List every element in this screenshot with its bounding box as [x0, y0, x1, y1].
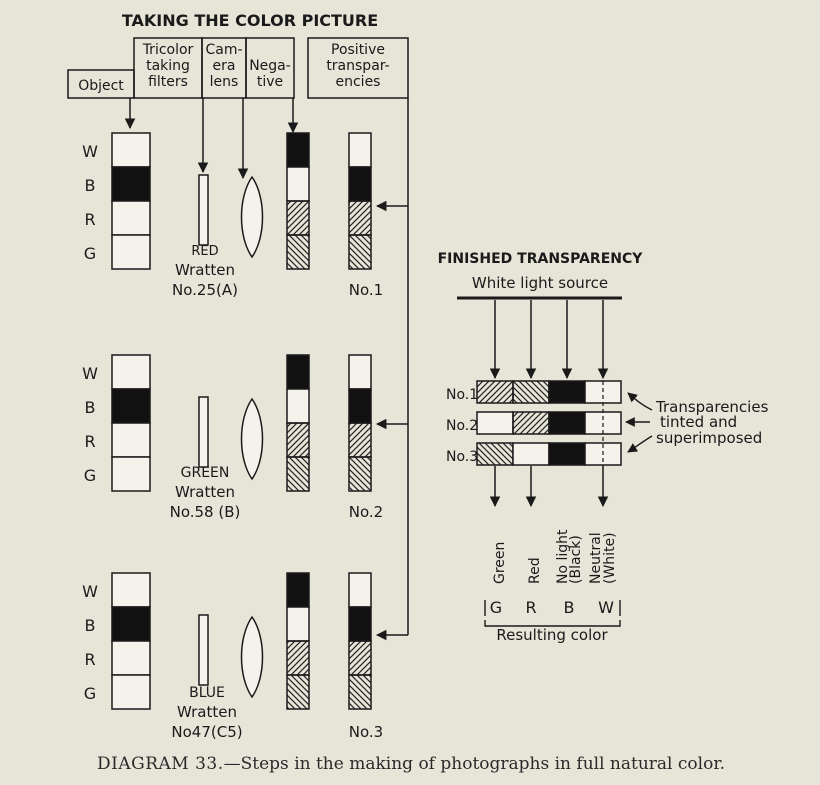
superimposed-arrows	[626, 393, 652, 452]
out-label-no-light: No light	[555, 529, 571, 584]
object-row-letter: R	[84, 210, 96, 229]
stage-1	[112, 133, 371, 269]
out-label-black: (Black)	[568, 535, 584, 584]
positive-header-line1: Positive	[331, 42, 385, 58]
object-row-letter: B	[84, 176, 96, 195]
positive-cell	[349, 607, 371, 641]
positive-cell	[349, 573, 371, 607]
finished-transparency	[477, 300, 621, 506]
camera-lens	[242, 399, 263, 479]
positive-header-line2: transpar-	[326, 58, 390, 74]
result-letter-r: R	[525, 598, 537, 617]
positive-label-3: No.3	[348, 723, 384, 741]
object-cell	[112, 423, 150, 457]
light-source-label: White light source	[471, 274, 609, 292]
filters-header-line3: filters	[148, 74, 188, 90]
stage-3	[112, 573, 371, 709]
object-cell	[112, 573, 150, 607]
note-arrow-1	[628, 393, 652, 410]
out-label-green: Green	[492, 541, 508, 584]
result-letter-g: G	[489, 598, 503, 617]
positive-cell	[349, 389, 371, 423]
object-cell	[112, 641, 150, 675]
object-row-letters	[82, 142, 98, 703]
negative-cell	[287, 423, 309, 457]
positive-cell	[349, 201, 371, 235]
stage-2	[112, 355, 371, 491]
negative-cell	[287, 641, 309, 675]
out-label-white: (White)	[602, 532, 618, 584]
positive-cell	[349, 133, 371, 167]
caption-text: —Steps in the making of photographs in full natural color.	[223, 754, 725, 774]
lens-header-line1: Cam-	[205, 42, 243, 58]
negative-cell	[287, 607, 309, 641]
lens-header-line2: era	[212, 58, 236, 74]
filter-2-line3: No.58 (B)	[169, 503, 241, 521]
negative-cell	[287, 201, 309, 235]
positive-cell	[349, 423, 371, 457]
lens-header-line3: lens	[209, 74, 239, 90]
filter-2-line2: Wratten	[174, 483, 236, 501]
caption-prefix: DIAGRAM 33.	[97, 754, 224, 774]
filter-1-line1: RED	[191, 244, 219, 259]
object-row-letter: B	[84, 616, 96, 635]
object-cell	[112, 355, 150, 389]
object-cell	[112, 457, 150, 491]
negative-cell	[287, 167, 309, 201]
result-label: Resulting color	[496, 626, 608, 644]
finished-row-label-2: No.2	[446, 418, 479, 434]
object-cell	[112, 167, 150, 201]
finished-strip-cell	[549, 412, 585, 434]
object-row-letter: W	[82, 364, 98, 383]
diagram-title: TAKING THE COLOR PICTURE	[121, 11, 379, 30]
filters-header-line2: taking	[146, 58, 190, 74]
negative-cell	[287, 235, 309, 269]
positive-cell	[349, 457, 371, 491]
negative-header-line1: Nega-	[249, 58, 291, 74]
process-stages	[112, 133, 371, 709]
camera-lens	[242, 177, 263, 257]
negative-cell	[287, 457, 309, 491]
finished-row-label-3: No.3	[446, 449, 479, 465]
finished-strip-cell	[477, 412, 513, 434]
negative-header-line2: tive	[256, 74, 284, 90]
finished-strip-cell	[549, 381, 585, 403]
filter-3-line1: BLUE	[189, 685, 225, 701]
positive-cell	[349, 641, 371, 675]
note-line-1: Transparencies	[656, 398, 769, 416]
object-cell	[112, 389, 150, 423]
object-row-letter: G	[83, 684, 97, 703]
object-row-letter: R	[84, 432, 96, 451]
negative-cell	[287, 675, 309, 709]
object-cell	[112, 133, 150, 167]
finished-title: FINISHED TRANSPARENCY	[437, 251, 643, 267]
finished-strip-cell	[549, 443, 585, 465]
negative-cell	[287, 133, 309, 167]
positive-label-2: No.2	[348, 503, 384, 521]
note-line-2: tinted and	[660, 413, 738, 431]
positive-cell	[349, 355, 371, 389]
negative-cell	[287, 573, 309, 607]
filter-1-line2: Wratten	[174, 261, 236, 279]
object-cell	[112, 675, 150, 709]
positive-cell	[349, 167, 371, 201]
out-label-red: Red	[527, 557, 543, 584]
object-row-letter: B	[84, 398, 96, 417]
filter-slab	[199, 175, 208, 245]
positive-header-line3: encies	[335, 74, 381, 90]
result-letter-w: W	[598, 598, 614, 617]
filter-3-line3: No47(C5)	[171, 723, 243, 741]
camera-lens	[242, 617, 263, 697]
object-row-letter: G	[83, 244, 97, 263]
finished-row-label-1: No.1	[446, 387, 479, 403]
object-row-letter: W	[82, 582, 98, 601]
filter-slab	[199, 615, 208, 685]
filter-2-line1: GREEN	[180, 465, 230, 481]
filter-3-line2: Wratten	[176, 703, 238, 721]
object-header-label: Object	[78, 78, 124, 94]
object-cell	[112, 235, 150, 269]
caption	[97, 754, 725, 774]
filter-slab	[199, 397, 208, 467]
note-line-3: superimposed	[656, 429, 763, 447]
object-cell	[112, 607, 150, 641]
object-cell	[112, 201, 150, 235]
note-arrow-3	[628, 436, 652, 452]
finished-strip-cell	[513, 381, 549, 403]
filters-header-line1: Tricolor	[142, 42, 194, 58]
finished-strip-cell	[513, 443, 549, 465]
positive-cell	[349, 675, 371, 709]
negative-cell	[287, 355, 309, 389]
object-row-letter: G	[83, 466, 97, 485]
object-row-letter: R	[84, 650, 96, 669]
positive-label-1: No.1	[348, 281, 384, 299]
positive-cell	[349, 235, 371, 269]
finished-strip-cell	[513, 412, 549, 434]
finished-strip-cell	[477, 443, 513, 465]
filter-1-line3: No.25(A)	[172, 281, 238, 299]
finished-strip-cell	[477, 381, 513, 403]
out-label-neutral: Neutral	[588, 532, 604, 584]
object-row-letter: W	[82, 142, 98, 161]
result-letter-b: B	[563, 598, 575, 617]
negative-cell	[287, 389, 309, 423]
